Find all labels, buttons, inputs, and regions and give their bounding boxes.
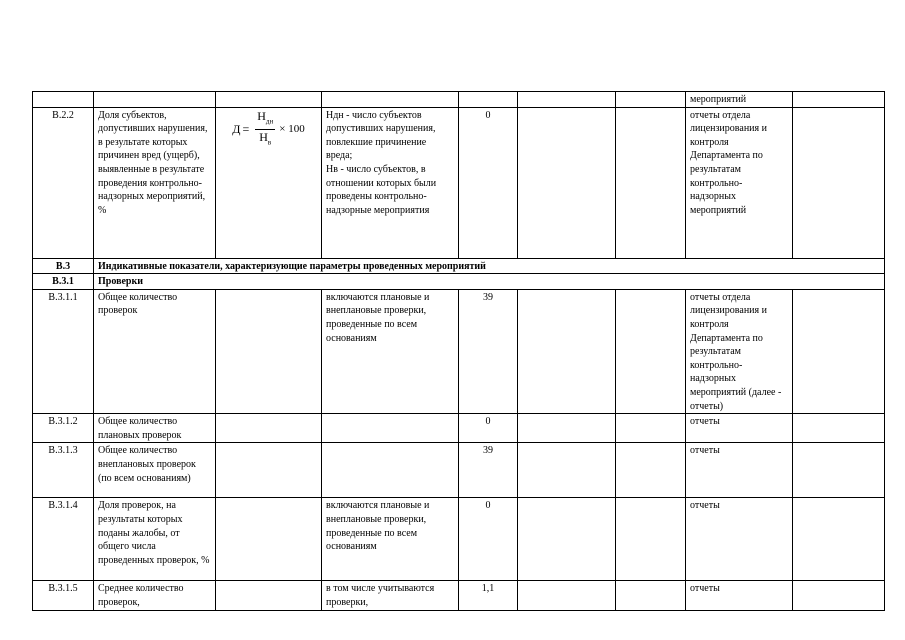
indicators-table: [32, 91, 885, 611]
indicator-description: включаются плановые и внеплановые проверки, проведенные по всем основаниям: [322, 498, 459, 581]
indicator-code: В.3.1.1: [33, 289, 94, 413]
indicator-code: В.3.1.4: [33, 498, 94, 581]
indicator-description: в том числе учитываются проверки,: [322, 581, 459, 610]
indicator-source: отчеты отдела лицензирования и контроля Департамента по результатам контрольно-надзорных мероприятий: [686, 107, 793, 258]
indicator-value: 39: [459, 443, 518, 498]
indicator-value: 0: [459, 107, 518, 258]
formula-cell: [216, 107, 322, 258]
indicator-name: Доля субъектов, допустивших нарушения, в результате которых причинен вред (ущерб), выявленные в результате проведения контрольно-надзорных мероприятий, %: [94, 107, 216, 258]
indicator-name: Общее количество проверок: [94, 289, 216, 413]
formula-fraction: $\frac{Н_{дн}}{Н_в}$: [257, 108, 274, 147]
indicator-source: отчеты: [686, 443, 793, 498]
indicator-code: В.2.2: [33, 107, 94, 258]
indicator-name: Общее количество плановых проверок: [94, 414, 216, 443]
indicator-description: [322, 414, 459, 443]
section-title: Индикативные показатели, характеризующие параметры проведенных мероприятий: [94, 258, 885, 274]
indicator-name: Среднее количество проверок,: [94, 581, 216, 610]
table-row: [33, 498, 885, 581]
indicator-value: 0: [459, 498, 518, 581]
source-cell: мероприятий: [686, 92, 793, 108]
table-row: [33, 289, 885, 413]
indicator-description: [322, 443, 459, 498]
formula: Д = $\frac{Н_{дн}}{Н_в}$ × 100: [232, 109, 304, 151]
indicator-value: 1,1: [459, 581, 518, 610]
indicator-description: включаются плановые и внеплановые проверки, проведенные по всем основаниям: [322, 289, 459, 413]
section-title: Проверки: [94, 274, 885, 290]
indicator-source: отчеты: [686, 581, 793, 610]
indicator-source: отчеты отдела лицензирования и контроля Департамента по результатам контрольно-надзорных мероприятий (далее - отчеты): [686, 289, 793, 413]
table-row: [33, 92, 885, 108]
indicator-source: отчеты: [686, 498, 793, 581]
indicator-code: В.3.1.5: [33, 581, 94, 610]
indicator-name: Общее количество внеплановых проверок (по всем основаниям): [94, 443, 216, 498]
indicator-code: В.3.1.3: [33, 443, 94, 498]
table-row: [33, 107, 885, 258]
indicator-name: Доля проверок, на результаты которых поданы жалобы, от общего числа проведенных проверок, %: [94, 498, 216, 581]
indicator-value: 0: [459, 414, 518, 443]
section-row: [33, 258, 885, 274]
section-row: [33, 274, 885, 290]
section-code: В.3: [33, 258, 94, 274]
indicator-description: Ндн - число субъектов допустивших нарушения, повлекшие причинение вреда; Нв - число субъектов, в отношении которых были проведены контрольно-надзорные мероприятия: [322, 107, 459, 258]
table-row: [33, 581, 885, 610]
indicator-value: 39: [459, 289, 518, 413]
indicator-code: В.3.1.2: [33, 414, 94, 443]
indicator-source: отчеты: [686, 414, 793, 443]
table-row: [33, 414, 885, 443]
table-row: [33, 443, 885, 498]
section-code: В.3.1: [33, 274, 94, 290]
